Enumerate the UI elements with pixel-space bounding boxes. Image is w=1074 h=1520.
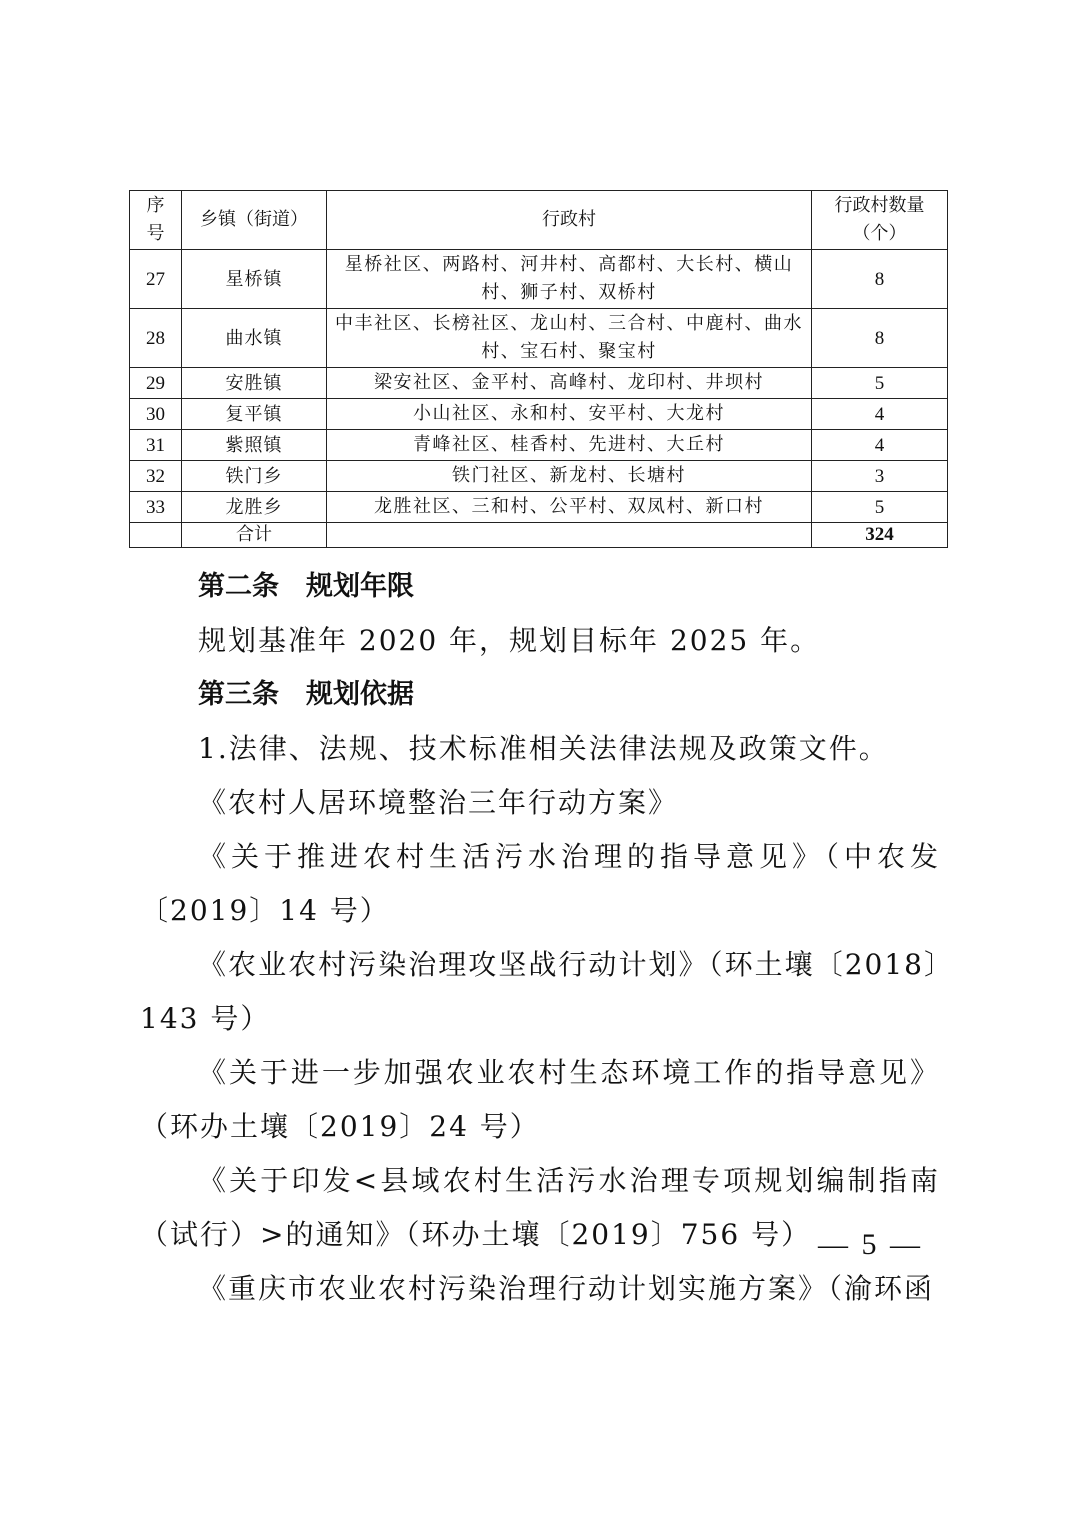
reference-document: 《关于进一步加强农业农村生态环境工作的指导意见》（环办土壤〔2019〕24 号） xyxy=(140,1056,940,1143)
row-town: 复平镇 xyxy=(182,399,327,430)
row-seq: 27 xyxy=(130,250,182,309)
row-town: 曲水镇 xyxy=(182,309,327,368)
reference-document: 《农村人居环境整治三年行动方案》 xyxy=(198,786,679,819)
document-body xyxy=(140,560,940,1316)
total-label: 合计 xyxy=(182,523,327,548)
total-count: 324 xyxy=(812,523,948,548)
row-count: 3 xyxy=(812,461,948,492)
page-number: — 5 — xyxy=(818,1228,923,1261)
row-count: 5 xyxy=(812,492,948,523)
reference-document: 《关于印发<县域农村生活污水治理专项规划编制指南（试行）>的通知》（环办土壤〔2019〕756 号） xyxy=(140,1164,940,1251)
row-seq: 32 xyxy=(130,461,182,492)
row-seq: 28 xyxy=(130,309,182,368)
laws-paragraph: 1.法律、法规、技术标准相关法律法规及政策文件。 xyxy=(198,732,889,765)
row-seq: 33 xyxy=(130,492,182,523)
row-villages: 小山社区、永和村、安平村、大龙村 xyxy=(327,399,812,430)
row-seq: 30 xyxy=(130,399,182,430)
row-seq: 29 xyxy=(130,368,182,399)
table-header-row xyxy=(130,191,948,250)
table-row xyxy=(130,492,948,523)
row-villages: 龙胜社区、三和村、公平村、双凤村、新口村 xyxy=(327,492,812,523)
table-row xyxy=(130,461,948,492)
article-3-heading: 第三条 规划依据 xyxy=(198,679,414,710)
article-2-heading: 第二条 规划年限 xyxy=(198,571,414,602)
row-villages: 青峰社区、桂香村、先进村、大丘村 xyxy=(327,430,812,461)
total-villages xyxy=(327,523,812,548)
row-count: 4 xyxy=(812,399,948,430)
row-count: 5 xyxy=(812,368,948,399)
table-row xyxy=(130,250,948,309)
row-town: 星桥镇 xyxy=(182,250,327,309)
total-seq xyxy=(130,523,182,548)
row-town: 铁门乡 xyxy=(182,461,327,492)
row-villages: 铁门社区、新龙村、长塘村 xyxy=(327,461,812,492)
row-count: 8 xyxy=(812,309,948,368)
reference-document: 《农业农村污染治理攻坚战行动计划》（环土壤〔2018〕143 号） xyxy=(140,948,940,1035)
table-total-row xyxy=(130,523,948,548)
header-town: 乡镇（街道） xyxy=(182,191,327,250)
row-count: 8 xyxy=(812,250,948,309)
header-seq: 序 号 xyxy=(130,191,182,250)
table-row xyxy=(130,430,948,461)
reference-document: 《关于推进农村生活污水治理的指导意见》（中农发〔2019〕14 号） xyxy=(140,840,940,927)
row-town: 龙胜乡 xyxy=(182,492,327,523)
row-villages: 梁安社区、金平村、高峰村、龙印村、井坝村 xyxy=(327,368,812,399)
table-row xyxy=(130,368,948,399)
reference-document: 《重庆市农业农村污染治理行动计划实施方案》（渝环函 xyxy=(198,1272,935,1305)
row-seq: 31 xyxy=(130,430,182,461)
row-villages: 中丰社区、长榜社区、龙山村、三合村、中鹿村、曲水村、宝石村、聚宝村 xyxy=(327,309,812,368)
table-row xyxy=(130,309,948,368)
row-count: 4 xyxy=(812,430,948,461)
row-town: 紫照镇 xyxy=(182,430,327,461)
row-villages: 星桥社区、两路村、河井村、高都村、大长村、横山村、狮子村、双桥村 xyxy=(327,250,812,309)
planning-years-paragraph: 规划基准年 2020 年，规划目标年 2025 年。 xyxy=(198,624,821,657)
header-count: 行政村数量 （个） xyxy=(812,191,948,250)
header-villages: 行政村 xyxy=(327,191,812,250)
village-table xyxy=(129,190,948,548)
table-row xyxy=(130,399,948,430)
row-town: 安胜镇 xyxy=(182,368,327,399)
